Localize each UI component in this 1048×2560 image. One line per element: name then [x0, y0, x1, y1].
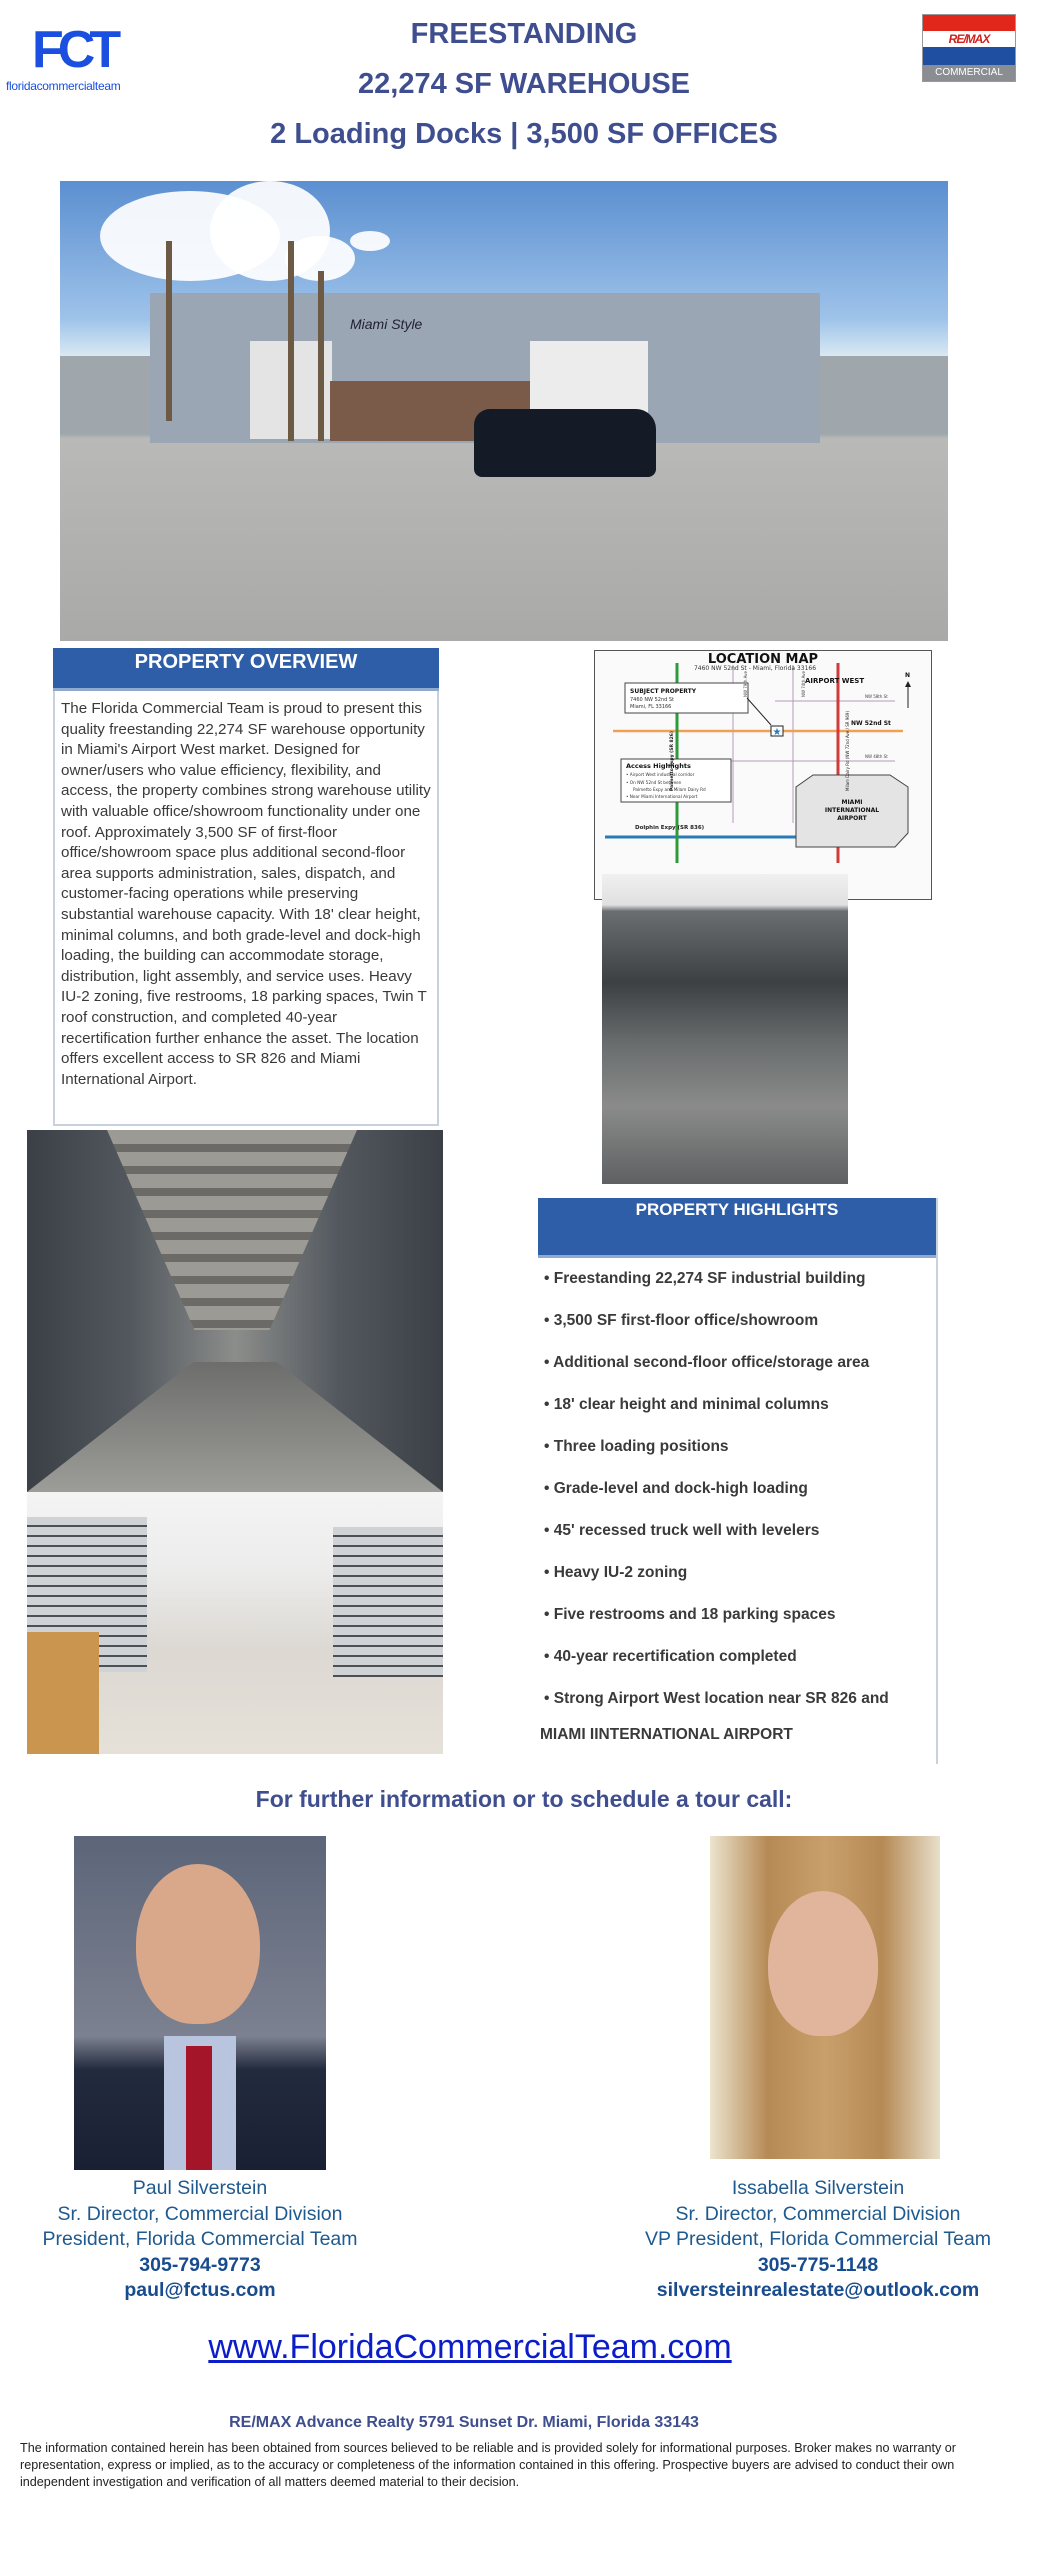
highlight-item: • 18' clear height and minimal columns	[544, 1396, 829, 1413]
highlight-item: • 3,500 SF first-floor office/showroom	[544, 1312, 819, 1329]
highlight-item: • Freestanding 22,274 SF industrial building	[544, 1270, 866, 1287]
fct-logo-mark: FCT	[32, 21, 116, 79]
property-highlights-panel	[538, 1198, 938, 1764]
highlight-item: • Three loading positions	[544, 1438, 729, 1455]
slatwall-right	[333, 1527, 443, 1677]
highlight-item: • 40-year recertification completed	[544, 1648, 797, 1665]
title-line-2: 22,274 SF WAREHOUSE	[358, 68, 690, 100]
remax-subbrand-text: COMMERCIAL	[923, 65, 1015, 81]
nw48-label: NW 48th St	[865, 754, 888, 759]
airport-label-3: AIRPORT	[837, 815, 867, 822]
subject-title: SUBJECT PROPERTY	[630, 688, 697, 695]
building-sign: Miami Style	[350, 316, 423, 332]
location-map	[594, 650, 932, 900]
fct-logo-tagline: floridacommercialteam	[6, 79, 121, 93]
access-item-2: • On NW 52nd St between	[626, 780, 682, 785]
showroom-interior-photo	[27, 1492, 443, 1754]
highlights-list	[538, 1258, 936, 1720]
highlight-item: • Heavy IU-2 zoning	[544, 1564, 688, 1581]
remax-brand-text: RE/MAX	[923, 31, 1015, 47]
nw74-label: NW 74th Ave	[801, 670, 806, 697]
north-arrowhead-icon	[905, 681, 911, 687]
title-line-1: FREESTANDING	[410, 18, 638, 50]
access-title: Access Highlights	[626, 762, 691, 770]
warehouse-floor	[27, 1362, 443, 1492]
agent-phone[interactable]: 305-794-9773	[139, 2253, 261, 2276]
agent-name: Issabella Silverstein	[731, 2177, 905, 2199]
subject-line-1: 7460 NW 52nd St	[630, 697, 675, 703]
cardboard-box	[27, 1632, 99, 1754]
agent-email[interactable]: silversteinrealestate@outlook.com	[656, 2279, 980, 2301]
highlight-item: • Five restrooms and 18 parking spaces	[544, 1606, 836, 1623]
agent-photo-paul	[74, 1836, 326, 2170]
warehouse-interior-photo	[27, 1130, 443, 1492]
palm-tree	[318, 271, 324, 441]
agent-name: Paul Silverstein	[132, 2177, 268, 2199]
agent-photo-issabella	[710, 1836, 940, 2159]
map-subtitle: 7460 NW 52nd St - Miami, Florida 33166	[693, 665, 817, 672]
property-overview-text: The Florida Commercial Team is proud to present this quality freestanding 22,274 SF warehouse opportunity in Miami's Airport West market. Designed for owner/users who value efficiency, flexibility, and access, the property combines strong warehouse utility with valuable office/showroom functionality under one roof. Approximately 3,500 SF of first-floor office/showroom space plus additional second-floor area supports administration, sales, dispatch, and customer-facing operations while preserving substantial warehouse capacity. With 18' clear height, minimal columns, and both grade-level and dock-high loading, the building can accommodate storage, distribution, light assembly, and service uses. Heavy IU-2 zoning, five restrooms, 18 parking spaces, Twin T roof construction, and completed 40-year recertification further enhance the asset. The location offers excellent access to SR 826 and Miami International Airport.	[61, 700, 431, 1088]
milam-label: Milam Dairy Rd (NW 72nd Ave / SR 969)	[845, 710, 850, 791]
exterior-photo	[60, 181, 948, 641]
agent-card-paul	[10, 2176, 390, 2304]
access-item-3: Palmetto Expy and Milam Dairy Rd	[633, 787, 706, 792]
agent-title-1: Sr. Director, Commercial Division	[57, 2202, 343, 2225]
agent-phone[interactable]: 305-775-1148	[757, 2253, 879, 2276]
airport-label-2: INTERNATIONAL	[824, 807, 880, 814]
subject-pointer	[747, 698, 771, 725]
title-line-3: 2 Loading Docks | 3,500 SF OFFICES	[270, 118, 778, 150]
map-area-label: AIRPORT WEST	[805, 677, 865, 685]
subject-star-icon: ★	[772, 727, 782, 738]
loading-dock-photo	[602, 874, 848, 1184]
highlight-item: • Additional second-floor office/storage area	[544, 1354, 870, 1371]
disclaimer-text: The information contained herein has been obtained from sources believed to be reliable and is provided solely for informational purposes. Broker makes no warranty or representation, express or implied, as to the accuracy or completeness of the information contained in this offering. Prospective buyers are advised to conduct their own independent investigation and verification of all matters deemed material to their decision.	[20, 2441, 956, 2489]
map-north-label: N	[905, 672, 911, 679]
palmetto-label: Palmetto Expy (SR 826)	[670, 731, 675, 791]
twin-t-ceiling	[107, 1130, 357, 1330]
agent-email[interactable]: paul@fctus.com	[124, 2279, 276, 2301]
dolphin-label: Dolphin Expy (SR 836)	[635, 825, 705, 831]
face	[768, 1891, 878, 2036]
cloud	[350, 231, 390, 251]
agent-title-1: Sr. Director, Commercial Division	[675, 2202, 961, 2225]
highlight-item: • 45' recessed truck well with levelers	[544, 1522, 820, 1539]
parked-suv	[474, 409, 656, 477]
highlight-item-continuation: MIAMI IINTERNATIONAL AIRPORT	[540, 1726, 793, 1743]
access-item-4: • Near Miami International Airport	[626, 794, 698, 799]
highlight-item: • Strong Airport West location near SR 826 and	[544, 1690, 889, 1707]
contact-call-to-action: For further information or to schedule a tour call:	[255, 1786, 793, 1812]
remax-blue-band	[923, 47, 1015, 65]
nw58-label: NW 58th St	[865, 694, 888, 699]
remax-red-band	[923, 15, 1015, 31]
location-map-graphic	[595, 651, 931, 899]
nw79-label: NW 79th Ave	[743, 670, 748, 697]
office-address: RE/MAX Advance Realty 5791 Sunset Dr. Miami, Florida 33143	[229, 2414, 699, 2431]
agent-title-2: VP President, Florida Commercial Team	[644, 2228, 992, 2250]
website-link[interactable]: www.FloridaCommercialTeam.com	[208, 2328, 732, 2366]
highlight-item: • Grade-level and dock-high loading	[544, 1480, 808, 1497]
subject-line-2: Miami, FL 33166	[630, 704, 672, 710]
airport-label-1: MIAMI	[841, 799, 863, 806]
property-highlights-heading: PROPERTY HIGHLIGHTS	[538, 1198, 936, 1258]
face	[136, 1864, 260, 2024]
agent-title-2: President, Florida Commercial Team	[42, 2228, 358, 2250]
property-overview-heading: PROPERTY OVERVIEW	[53, 648, 439, 691]
palm-tree	[288, 241, 294, 441]
nw52-label: NW 52nd St	[851, 720, 891, 727]
palm-tree	[166, 241, 172, 421]
access-item-1: • Airport West industrial corridor	[626, 772, 695, 777]
agent-card-issabella	[628, 2176, 1008, 2304]
remax-commercial-logo	[922, 14, 1016, 82]
tie	[186, 2046, 212, 2170]
map-title: LOCATION MAP	[707, 652, 819, 667]
property-overview-panel	[53, 648, 439, 1126]
